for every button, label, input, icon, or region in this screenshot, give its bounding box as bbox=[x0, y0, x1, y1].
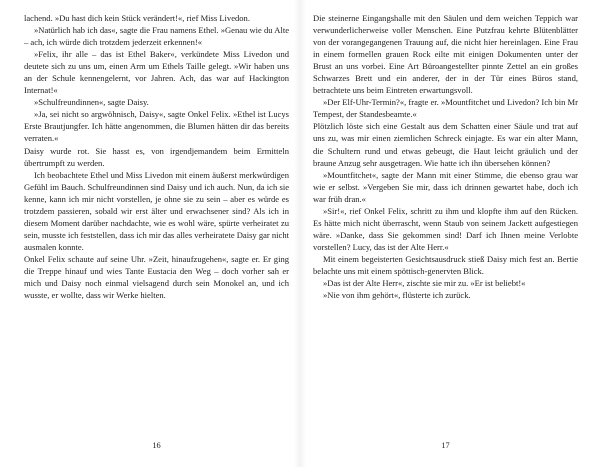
page-number: 16 bbox=[152, 440, 161, 450]
paragraph: lachend. »Du hast dich kein Stück verändert!«, rief Miss Livedon. bbox=[24, 13, 250, 23]
paragraph: »Felix, ihr alle – das ist Ethel Baker«, verkündete Miss Livedon und deutete sich zu uns um, einen Arm um Ethels Taille gelegt. »Wir haben uns an der Schule kennengelernt, vor Jahren. Ach, das war auf Hackington Internat!« bbox=[24, 49, 289, 96]
paragraph: »Sir!«, rief Onkel Felix, schritt zu ihm und klopfte ihm auf den Rücken. Es hätte mich nicht überrascht, wenn Staub von seinem Jackett aufgestiegen wäre. »Danke, dass Sie gekommen sind! Darf ich Ihnen meine Verlobte vorstellen? Lucy, das ist der Alte Herr.« bbox=[313, 205, 578, 252]
paragraph: »Schulfreundinnen«, sagte Daisy. bbox=[34, 97, 149, 108]
paragraph: »Das ist der Alte Herr«, zischte sie mir zu. »Er ist beliebt!« bbox=[323, 278, 526, 289]
paragraph: Ich beobachtete Ethel und Miss Livedon mit einem äußerst merkwürdigen Gefühl im Bauch. Schulfreundinnen sind Daisy und ich auch. Nun, da ich sie kenne, kann ich mir nicht vorstellen, je ohne sie zu sein – aber es würde es trotzdem passieren, sobald wir erst älter und erwachsener sind? Als ich in diesem Moment darüber nachdachte, wie es wohl wäre, spürte verheiratet zu sein, musste ich feststellen, dass ich mir das alles verheiratete Daisy gar nicht ausmalen konnte. bbox=[24, 169, 289, 252]
paragraph: »Der Elf-Uhr-Termin?«, fragte er. »Mountfitchet und Livedon? Ich bin Mr Tempest, der Standesbeamte.« bbox=[313, 97, 578, 120]
paragraph: »Nie von ihm gehört«, flüsterte ich zurück. bbox=[323, 290, 471, 301]
right-page bbox=[313, 12, 578, 452]
paragraph: »Natürlich hab ich das«, sagte die Frau namens Ethel. »Genau wie du Alte – ach, ich würde dich trotzdem jederzeit erkennen!« bbox=[24, 25, 289, 48]
paragraph: Mit einem begeisterten Gesichtsausdruck stieß Daisy mich fest an. Bertie belachte uns mit einem spöttisch-genervten Blick. bbox=[313, 253, 578, 276]
paragraph: Plötzlich löste sich eine Gestalt aus dem Schatten einer Säule und trat auf uns zu, was mir einen ziemlichen Schreck einjagte. Es war ein alter Mann, die Schultern rund und etwas gebeugt, die Haut leicht gräulich und der braune Anzug sehr ausgetragen. Wie hatte ich ihn übersehen können? bbox=[313, 121, 578, 168]
book-gutter bbox=[294, 0, 306, 467]
paragraph: »Mountfitchet«, sagte der Mann mit einer Stimme, die ebenso grau war wie er selbst. »Vergeben Sie mir, dass ich drinnen gewartet habe, doch ich war früh dran.« bbox=[313, 169, 578, 204]
paragraph: Onkel Felix schaute auf seine Uhr. »Zeit, hinaufzugehen«, sagte er. Er ging die Treppe hinauf und wies Tante Eustacia den Weg – doch vorher sah er mich und Daisy noch einmal vielsagend durch sein Monokel an, und ich wusste, er wollte, dass wir Werke hielten. bbox=[24, 253, 289, 301]
paragraph: »Ja, sei nicht so argwöhnisch, Daisy«, sagte Onkel Felix. »Ethel ist Lucys Erste Brautjungfer. Ich hätte angenommen, die Blumen hätten dir das bereits verraten.« bbox=[24, 109, 289, 144]
right-page-text bbox=[313, 12, 578, 301]
page-number: 17 bbox=[441, 440, 450, 450]
paragraph: Die steinerne Eingangshalle mit den Säulen und dem weichen Teppich war verwunderlicherweise voller Menschen. Eine Putzfrau kehrte Blütenblätter von der vorangegangenen Trauung auf, die nicht hier hereinlagen. Eine Frau in einem formellen grauen Rock eilte mit einigen Dokumenten unter der Brust an uns vorbei. Eine Art Büroangestellter pinnte Zettel an ein großes Schwarzes Brett und ein anderer, der in der Tür eines Büros stand, betrachtete uns beim Eintreten erwartungsvoll. bbox=[313, 13, 578, 96]
left-page-text bbox=[24, 12, 289, 301]
paragraph: Daisy wurde rot. Sie hasst es, von irgendjemandem beim Ermitteln übertrumpft zu werden. bbox=[24, 145, 289, 168]
left-page bbox=[24, 12, 289, 452]
